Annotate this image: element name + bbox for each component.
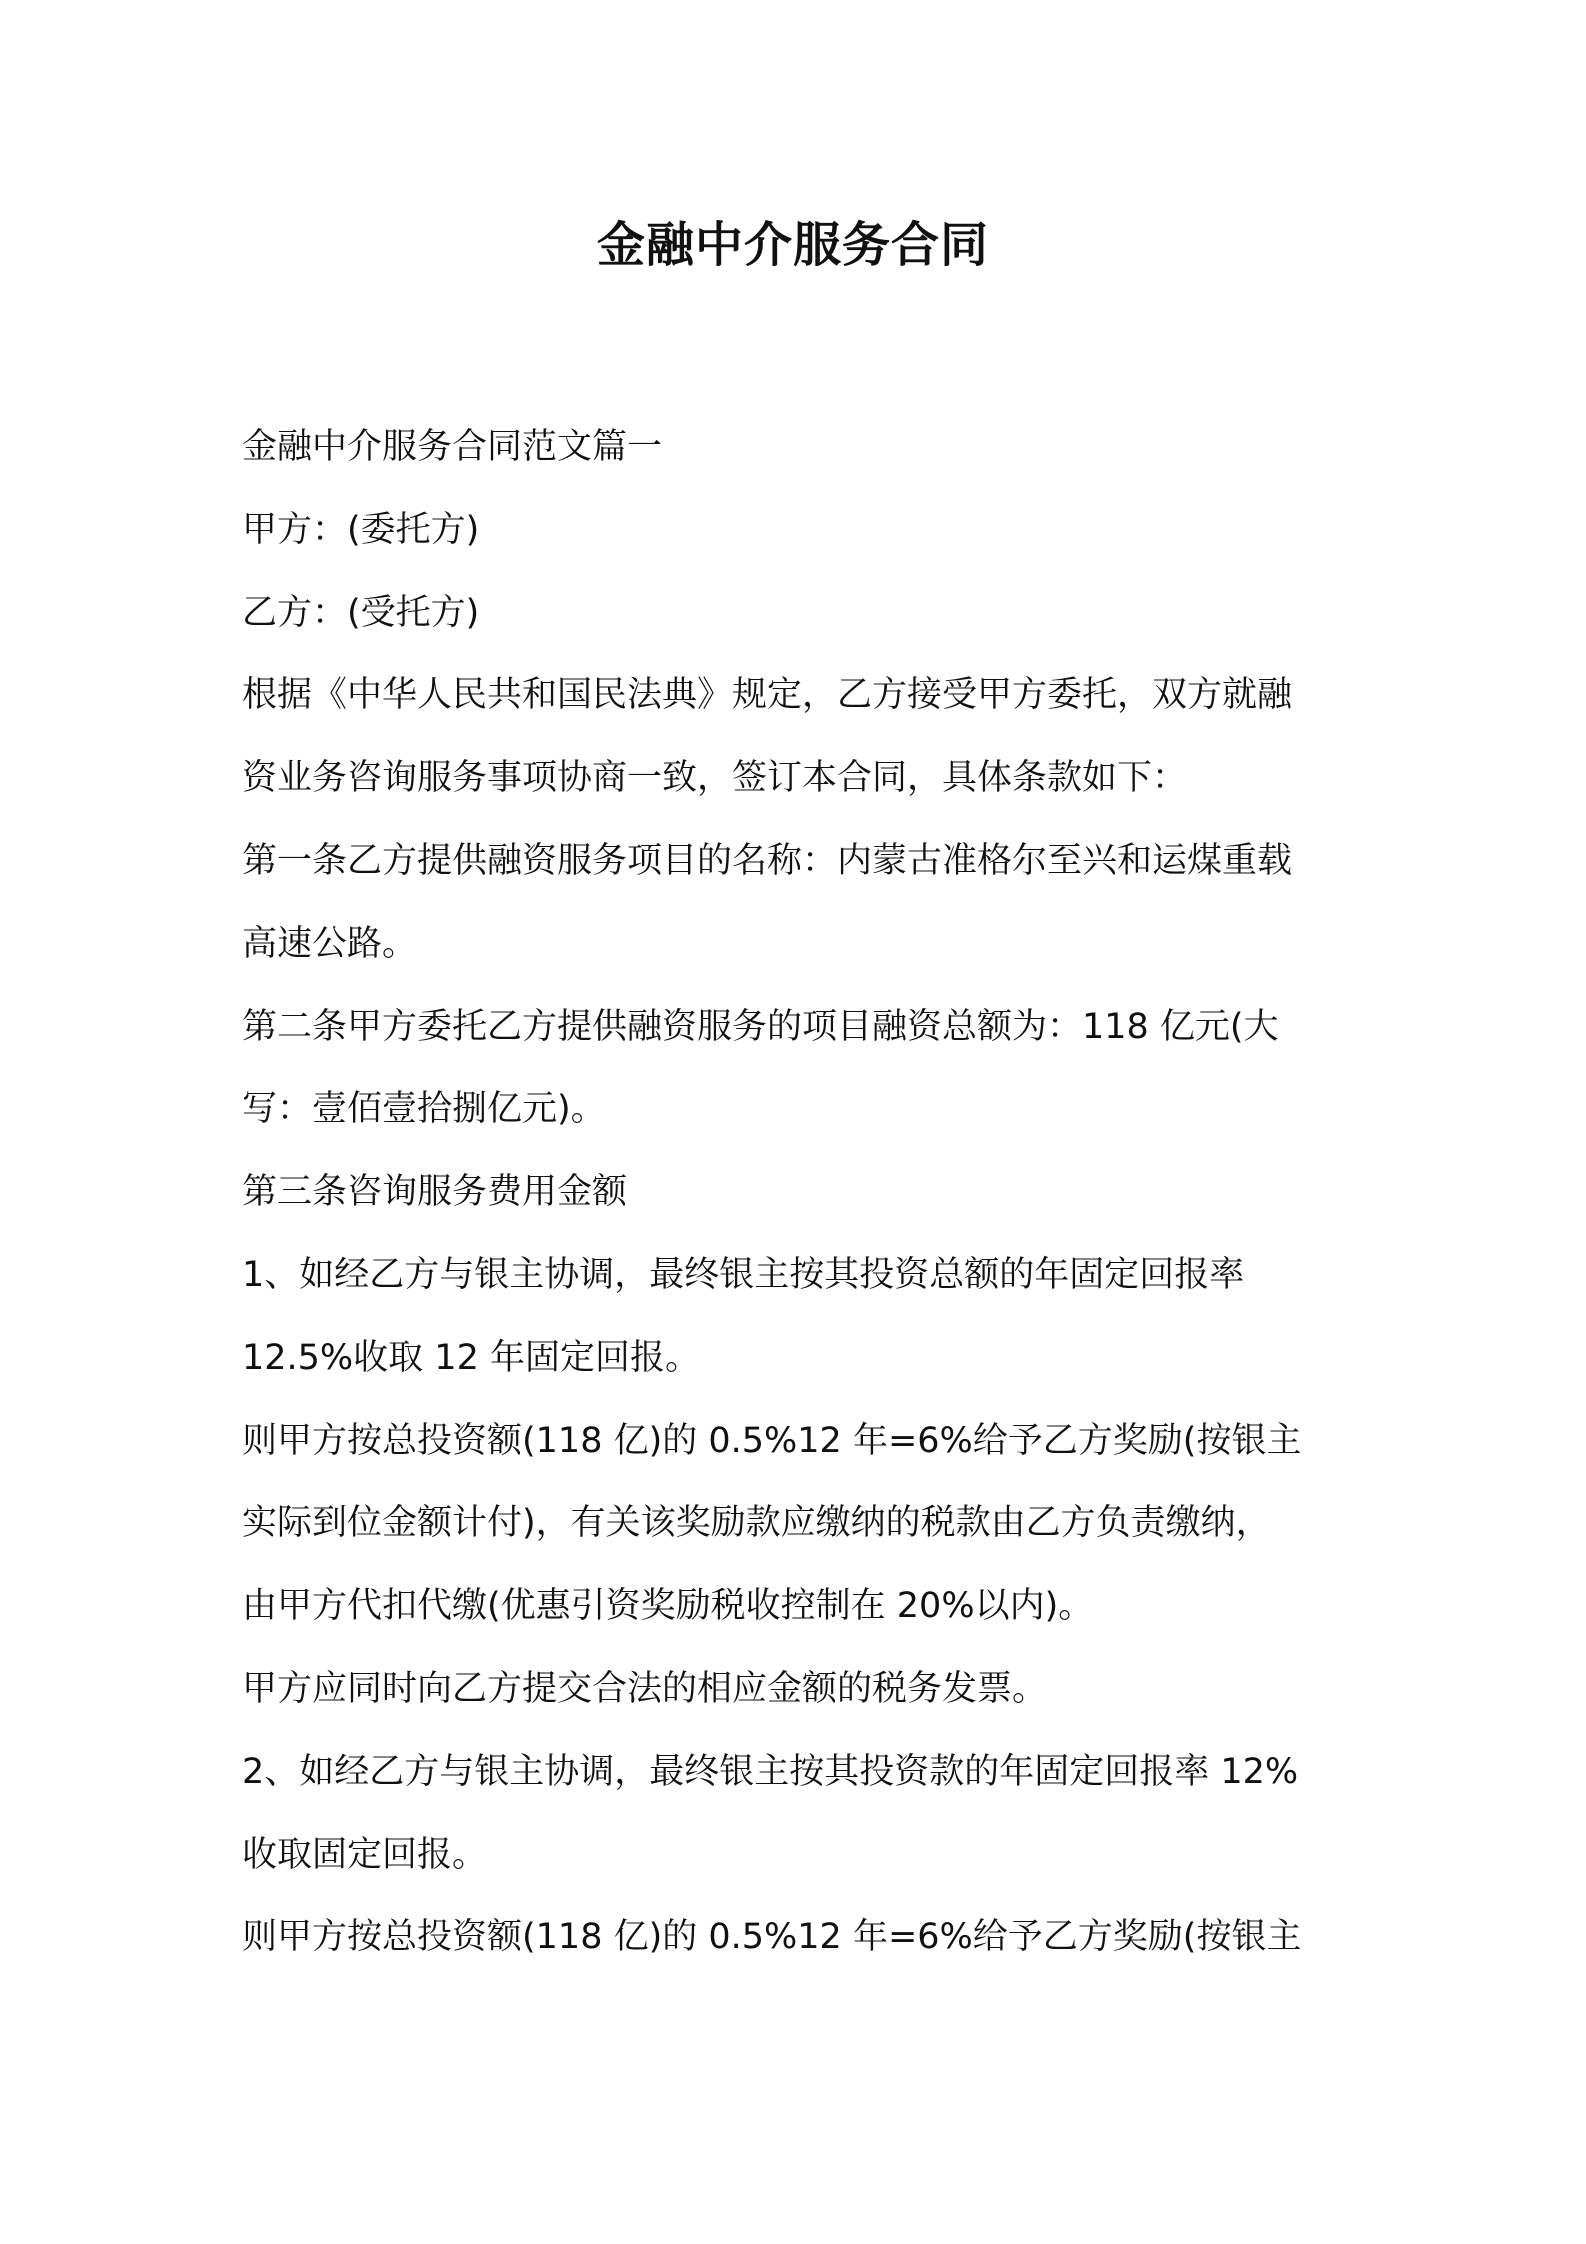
clause-line: 第三条咨询服务费用金额	[242, 1172, 628, 1213]
clause-line: 12.5%收取 12 年固定回报。	[242, 1337, 700, 1378]
clause-line: 实际到位金额计付)，有关该奖励款应缴纳的税款由乙方负责缴纳，	[242, 1503, 1271, 1544]
document-title: 金融中介服务合同	[596, 217, 989, 273]
clause-line: 高速公路。	[242, 923, 418, 964]
paragraph-line: 资业务咨询服务事项协商一致，签订本合同，具体条款如下：	[242, 758, 1188, 799]
party-a-line: 甲方：(委托方)	[242, 509, 480, 550]
clause-line: 2、如经乙方与银主协调，最终银主按其投资款的年固定回报率 12%	[242, 1751, 1299, 1792]
clause-line: 则甲方按总投资额(118 亿)的 0.5%12 年=6%给予乙方奖励(按银主	[242, 1420, 1302, 1461]
party-b-line: 乙方：(受托方)	[242, 592, 480, 633]
clause-line: 写：壹佰壹拾捌亿元)。	[242, 1089, 606, 1130]
clause-line: 1、如经乙方与银主协调，最终银主按其投资总额的年固定回报率	[242, 1254, 1245, 1295]
clause-line: 第二条甲方委托乙方提供融资服务的项目融资总额为：118 亿元(大	[242, 1006, 1279, 1047]
clause-line: 收取固定回报。	[242, 1834, 488, 1875]
clause-line: 则甲方按总投资额(118 亿)的 0.5%12 年=6%给予乙方奖励(按银主	[242, 1917, 1302, 1958]
section-heading: 金融中介服务合同范文篇一	[242, 427, 663, 467]
clause-line: 由甲方代扣代缴(优惠引资奖励税收控制在 20%以内)。	[242, 1586, 1094, 1627]
document-body	[242, 406, 1362, 1979]
clause-line: 第一条乙方提供融资服务项目的名称：内蒙古准格尔至兴和运煤重载	[242, 840, 1293, 881]
paragraph-line: 根据《中华人民共和国民法典》规定，乙方接受甲方委托，双方就融	[242, 675, 1293, 716]
clause-line: 甲方应同时向乙方提交合法的相应金额的税务发票。	[242, 1668, 1048, 1709]
